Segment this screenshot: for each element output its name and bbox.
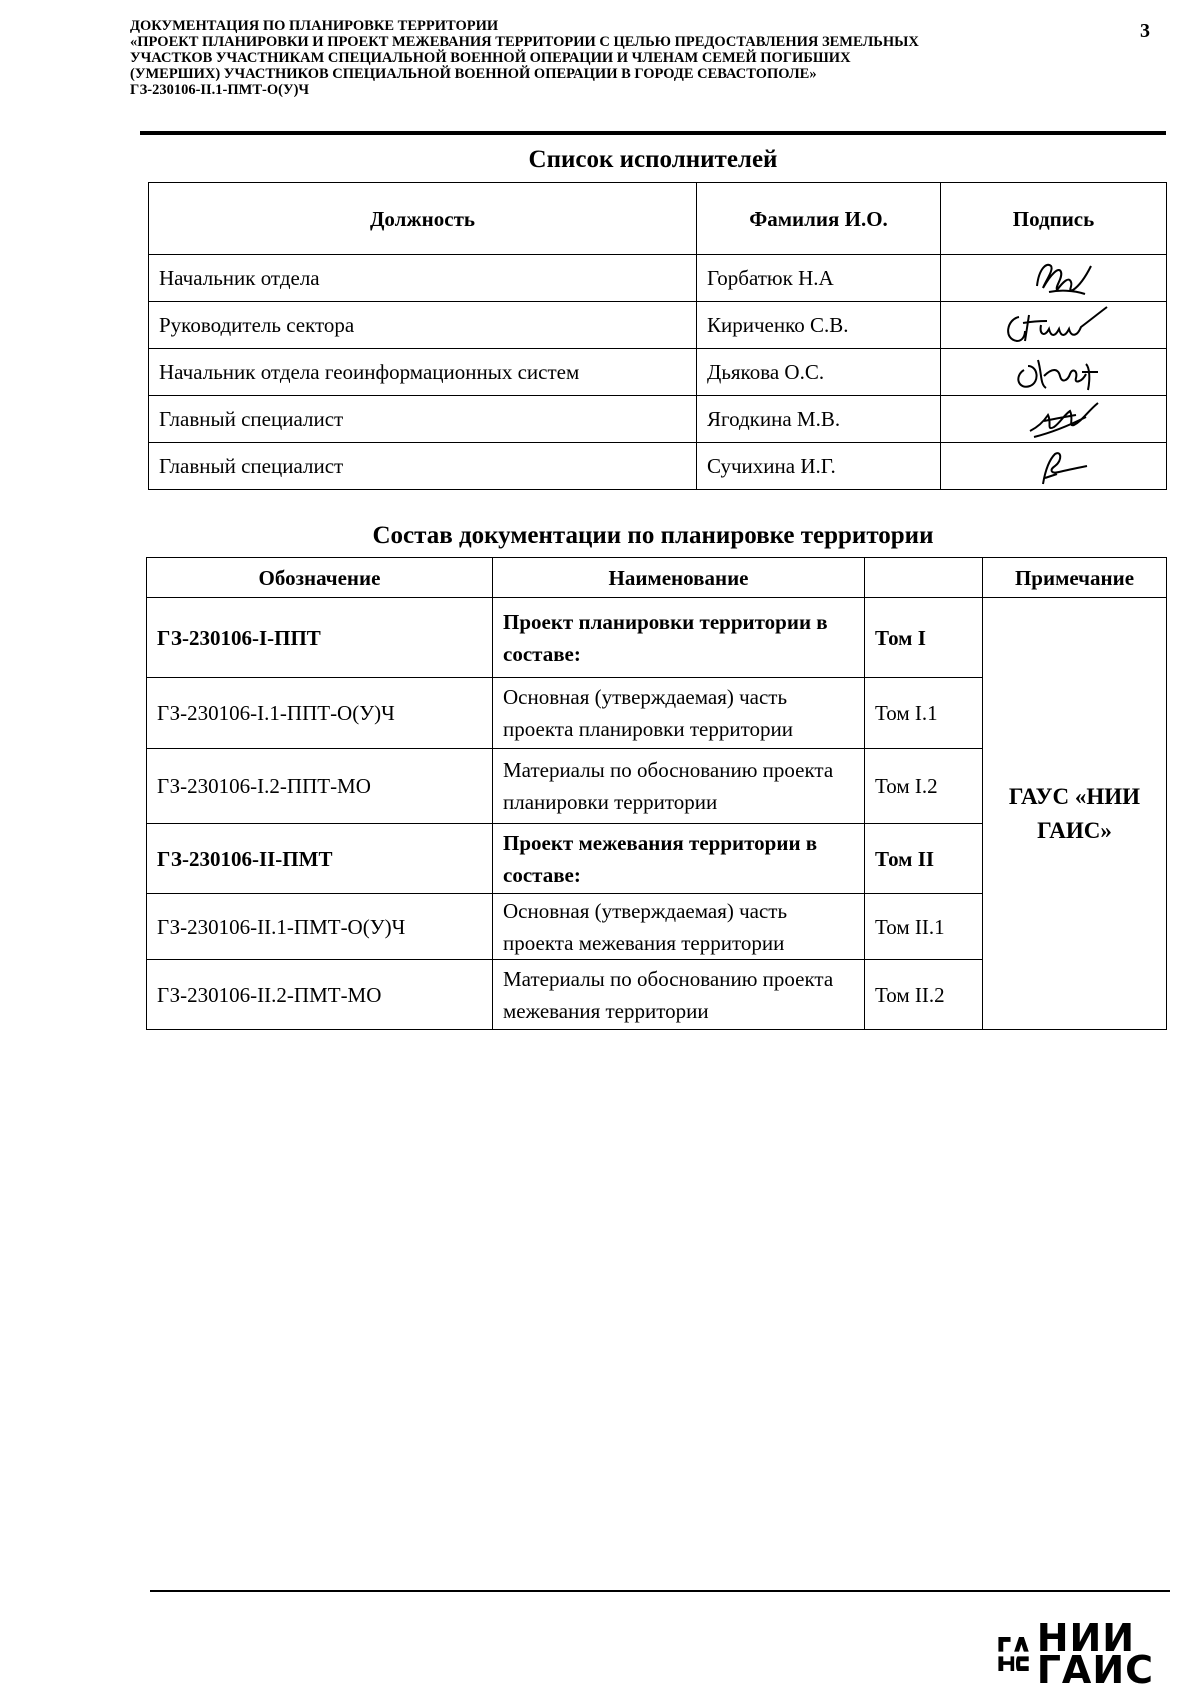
- document-volume: Том I: [865, 598, 983, 678]
- column-header-name: Фамилия И.О.: [697, 183, 941, 255]
- column-header-code: Обозначение: [147, 558, 493, 598]
- executors-table: [148, 182, 1167, 490]
- document-header: [130, 18, 1080, 98]
- signature-cell: [941, 302, 1167, 349]
- column-header-signature: Подпись: [941, 183, 1167, 255]
- signature-cell: [941, 396, 1167, 443]
- signature-icon: [994, 397, 1114, 441]
- header-line-4: (УМЕРШИХ) УЧАСТНИКОВ СПЕЦИАЛЬНОЙ ВОЕННОЙ ОПЕРАЦИИ В ГОРОДЕ СЕВАСТОПОЛЕ»: [130, 66, 817, 82]
- executor-position: Главный специалист: [149, 396, 697, 443]
- table-row: [149, 255, 1167, 302]
- header-line-3: УЧАСТКОВ УЧАСТНИКАМ СПЕЦИАЛЬНОЙ ВОЕННОЙ ОПЕРАЦИИ И ЧЛЕНАМ СЕМЕЙ ПОГИБШИХ: [130, 50, 851, 66]
- signature-cell: [941, 349, 1167, 396]
- logo-mark-icon: [996, 1622, 1029, 1686]
- table-row: [149, 349, 1167, 396]
- document-title: Проект планировки территории в составе:: [493, 598, 865, 678]
- executor-position: Главный специалист: [149, 443, 697, 490]
- document-title: Проект межевания территории в составе:: [493, 824, 865, 894]
- header-document-code: ГЗ-230106-II.1-ПМТ-О(У)Ч: [130, 82, 310, 98]
- footer-divider: [150, 1590, 1170, 1592]
- executor-name: Дьякова О.С.: [697, 349, 941, 396]
- table-row: [149, 443, 1167, 490]
- signature-icon: [999, 256, 1109, 300]
- executors-header-row: [149, 183, 1167, 255]
- executor-position: Начальник отдела геоинформационных систем: [149, 349, 697, 396]
- column-header-title: Наименование: [493, 558, 865, 598]
- executor-name: Сучихина И.Г.: [697, 443, 941, 490]
- header-line-1: ДОКУМЕНТАЦИЯ ПО ПЛАНИРОВКЕ ТЕРРИТОРИИ: [130, 18, 499, 34]
- executor-name: Ягодкина М.В.: [697, 396, 941, 443]
- document-code: ГЗ-230106-I.1-ППТ-О(У)Ч: [147, 678, 493, 749]
- header-line-2: «ПРОЕКТ ПЛАНИРОВКИ И ПРОЕКТ МЕЖЕВАНИЯ ТЕРРИТОРИИ С ЦЕЛЬЮ ПРЕДОСТАВЛЕНИЯ ЗЕМЕЛЬНЫХ: [130, 34, 919, 50]
- document-volume: Том II.2: [865, 960, 983, 1030]
- signature-cell: [941, 255, 1167, 302]
- nii-gais-logo: [996, 1616, 1176, 1692]
- signature-icon: [989, 303, 1119, 347]
- composition-title: Состав документации по планировке территории: [372, 522, 934, 549]
- document-title: Материалы по обоснованию проекта межевания территории: [493, 960, 865, 1030]
- document-title: Основная (утверждаемая) часть проекта планировки территории: [493, 678, 865, 749]
- column-header-volume: [865, 558, 983, 598]
- document-code: ГЗ-230106-I.2-ППТ-МО: [147, 749, 493, 824]
- document-title: Основная (утверждаемая) часть проекта межевания территории: [493, 894, 865, 960]
- document-volume: Том II: [865, 824, 983, 894]
- document-code: ГЗ-230106-II.1-ПМТ-О(У)Ч: [147, 894, 493, 960]
- document-code: ГЗ-230106-I-ППТ: [147, 598, 493, 678]
- document-code: ГЗ-230106-II.2-ПМТ-МО: [147, 960, 493, 1030]
- page-number: 3: [1140, 20, 1150, 42]
- executor-position: Руководитель сектора: [149, 302, 697, 349]
- executor-position: Начальник отдела: [149, 255, 697, 302]
- table-row: [149, 302, 1167, 349]
- composition-header-row: [147, 558, 1167, 598]
- document-volume: Том II.1: [865, 894, 983, 960]
- signature-icon: [994, 350, 1114, 394]
- column-header-note: Примечание: [983, 558, 1167, 598]
- document-volume: Том I.2: [865, 749, 983, 824]
- document-title: Материалы по обоснованию проекта планировки территории: [493, 749, 865, 824]
- header-divider: [140, 131, 1166, 135]
- table-row: [147, 598, 1167, 678]
- table-row: [149, 396, 1167, 443]
- signature-icon: [999, 444, 1109, 488]
- signature-cell: [941, 443, 1167, 490]
- document-volume: Том I.1: [865, 678, 983, 749]
- executor-name: Горбатюк Н.А: [697, 255, 941, 302]
- executor-name: Кириченко С.В.: [697, 302, 941, 349]
- document-code: ГЗ-230106-II-ПМТ: [147, 824, 493, 894]
- logo-text: НИИ ГАИС: [1036, 1616, 1155, 1692]
- composition-table: [146, 557, 1167, 1030]
- column-header-position: Должность: [149, 183, 697, 255]
- composition-note: ГАУС «НИИ ГАИС»: [983, 598, 1167, 1030]
- executors-title: Список исполнителей: [528, 146, 778, 173]
